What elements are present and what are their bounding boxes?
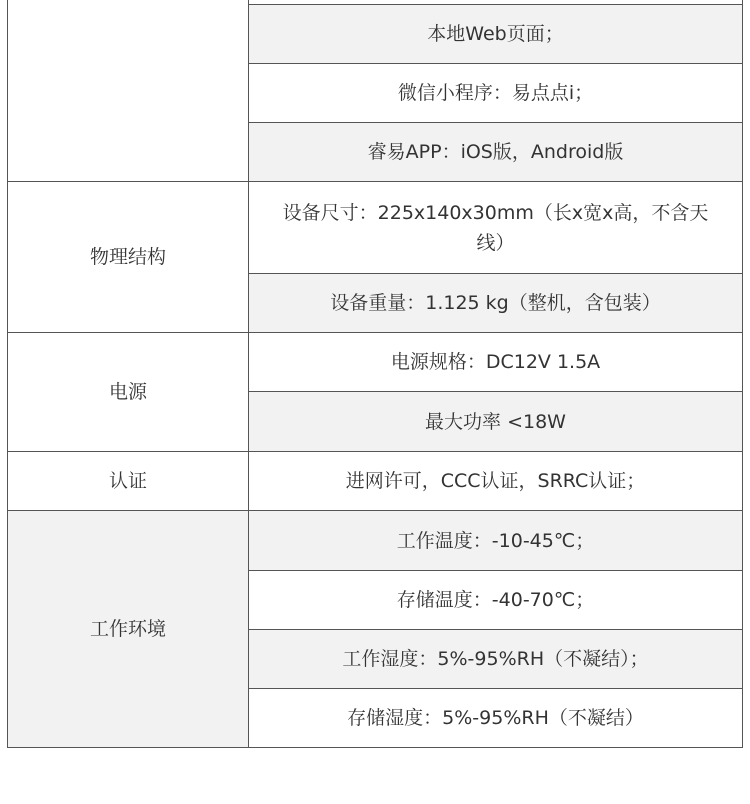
- value-cell-device-size: 设备尺寸：225x140x30mm（长x宽x高，不含天线）: [249, 182, 743, 274]
- value-cell-operating-humidity: 工作湿度：5%-95%RH（不凝结）；: [249, 630, 743, 689]
- value-cell-certifications: 进网许可，CCC认证，SRRC认证；: [249, 452, 743, 511]
- category-cell-physical-structure: 物理结构: [8, 182, 249, 333]
- table-row: [8, 452, 743, 511]
- table-row: [8, 333, 743, 392]
- value-cell-app: 睿易APP：iOS版，Android版: [249, 123, 743, 182]
- spec-table: [7, 0, 743, 748]
- value-cell-storage-temp: 存储温度：-40-70℃；: [249, 571, 743, 630]
- value-cell-device-weight: 设备重量：1.125 kg（整机，含包装）: [249, 274, 743, 333]
- category-cell-management: [8, 0, 249, 182]
- category-cell-power: 电源: [8, 333, 249, 452]
- table-row: [8, 511, 743, 571]
- value-cell-storage-humidity: 存储湿度：5%-95%RH（不凝结）: [249, 689, 743, 748]
- value-cell-wechat-miniprogram: 微信小程序：易点点i；: [249, 64, 743, 123]
- value-cell-operating-temp: 工作温度：-10-45℃；: [249, 511, 743, 571]
- category-cell-certification: 认证: [8, 452, 249, 511]
- category-cell-operating-environment: 工作环境: [8, 511, 249, 748]
- value-cell-local-web: 本地Web页面；: [249, 5, 743, 64]
- value-cell-power-spec: 电源规格：DC12V 1.5A: [249, 333, 743, 392]
- table-row: [8, 182, 743, 274]
- value-cell-max-power: 最大功率 <18W: [249, 392, 743, 452]
